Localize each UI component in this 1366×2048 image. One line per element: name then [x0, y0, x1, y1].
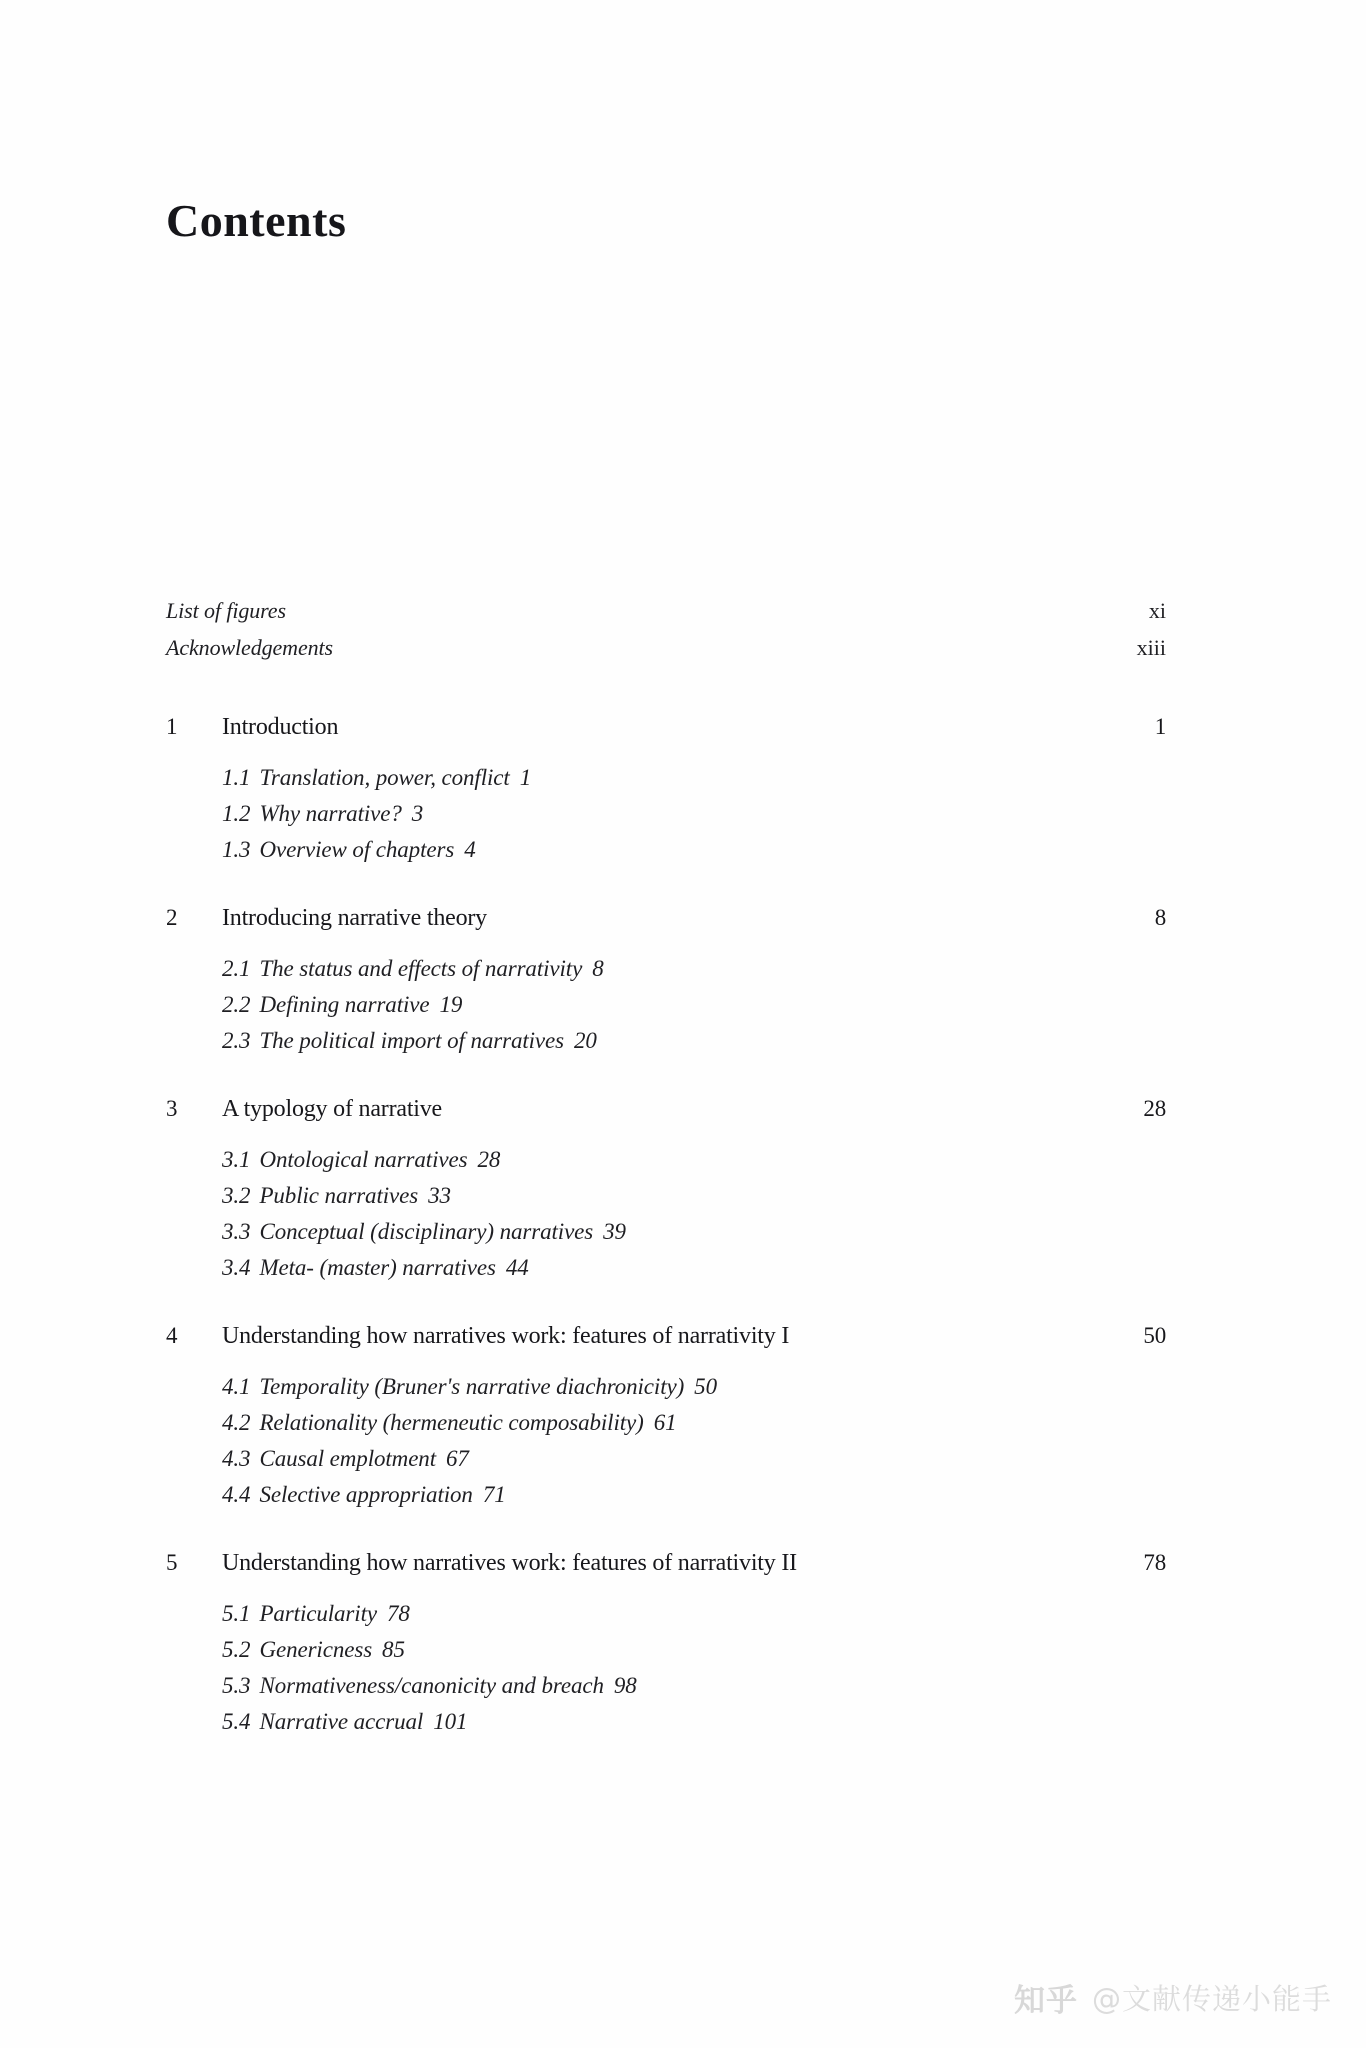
- section-page-number: 71: [482, 1482, 506, 1507]
- front-matter-list: [166, 592, 1166, 666]
- chapter-row[interactable]: [166, 1092, 1166, 1126]
- section-title: Particularity: [259, 1601, 377, 1626]
- chapter-row[interactable]: [166, 1546, 1166, 1580]
- section-row[interactable]: [222, 1405, 1166, 1441]
- chapter-title: Introducing narrative theory: [222, 905, 487, 931]
- section-number: 1.3: [222, 837, 251, 862]
- chapter-row[interactable]: [166, 1319, 1166, 1353]
- section-row[interactable]: [222, 1668, 1166, 1704]
- chapter-page-number: 28: [1143, 1096, 1166, 1121]
- chapter-row[interactable]: [166, 901, 1166, 935]
- section-row[interactable]: [222, 796, 1166, 832]
- section-page-number: 98: [613, 1673, 637, 1698]
- section-title: Overview of chapters: [259, 837, 455, 862]
- front-matter-page-number: xi: [1148, 598, 1166, 623]
- watermark-handle: @文献传递小能手: [1091, 1982, 1332, 2016]
- front-matter-label: List of figures: [166, 598, 286, 623]
- section-row[interactable]: [222, 1142, 1166, 1178]
- section-number: 3.3: [222, 1219, 251, 1244]
- section-row[interactable]: [222, 1214, 1166, 1250]
- section-page-number: 3: [411, 801, 424, 826]
- section-number: 2.1: [222, 956, 251, 981]
- section-row[interactable]: [222, 1477, 1166, 1513]
- section-title: Meta- (master) narratives: [259, 1255, 496, 1280]
- section-number: 4.3: [222, 1446, 251, 1471]
- chapter-title: Understanding how narratives work: features of narrativity I: [222, 1323, 790, 1349]
- section-title: Public narratives: [259, 1183, 419, 1208]
- section-row[interactable]: [222, 987, 1166, 1023]
- section-list: [222, 951, 1166, 1059]
- section-page-number: 78: [386, 1601, 410, 1626]
- section-title: Ontological narratives: [259, 1147, 468, 1172]
- chapter-block: [166, 1546, 1166, 1740]
- section-title: Causal emplotment: [259, 1446, 436, 1471]
- section-number: 3.1: [222, 1147, 251, 1172]
- section-page-number: 50: [694, 1374, 717, 1399]
- section-title: Normativeness/canonicity and breach: [259, 1673, 604, 1698]
- section-list: [222, 1142, 1166, 1286]
- section-page-number: 33: [428, 1183, 451, 1208]
- section-number: 1.2: [222, 801, 251, 826]
- section-row[interactable]: [222, 1369, 1166, 1405]
- chapter-title: A typology of narrative: [222, 1096, 443, 1122]
- chapter-page-number: 78: [1143, 1550, 1166, 1575]
- section-row[interactable]: [222, 1596, 1166, 1632]
- front-matter-page-number: xiii: [1136, 635, 1166, 660]
- chapter-block: [166, 1319, 1166, 1513]
- chapter-number: 1: [166, 714, 178, 739]
- section-number: 3.4: [222, 1255, 251, 1280]
- section-page-number: 4: [464, 837, 476, 862]
- chapter-block: [166, 1092, 1166, 1286]
- section-page-number: 44: [505, 1255, 529, 1280]
- section-row[interactable]: [222, 832, 1166, 868]
- section-row[interactable]: [222, 1178, 1166, 1214]
- toc-content: [166, 592, 1166, 1773]
- section-row[interactable]: [222, 1023, 1166, 1059]
- section-row[interactable]: [222, 1632, 1166, 1668]
- page-title: Contents: [166, 194, 347, 246]
- section-page-number: 67: [446, 1446, 469, 1471]
- chapter-title: Understanding how narratives work: features of narrativity II: [222, 1550, 797, 1576]
- section-page-number: 1: [519, 765, 532, 790]
- section-list: [222, 1369, 1166, 1513]
- section-number: 4.1: [222, 1374, 251, 1399]
- section-title: Why narrative?: [259, 801, 402, 826]
- chapter-number: 3: [166, 1096, 178, 1121]
- section-title: The political import of narratives: [259, 1028, 564, 1053]
- chapter-number: 4: [166, 1323, 178, 1348]
- section-page-number: 28: [477, 1147, 501, 1172]
- section-number: 3.2: [222, 1183, 251, 1208]
- section-page-number: 101: [433, 1709, 468, 1734]
- section-page-number: 19: [439, 992, 463, 1017]
- section-row[interactable]: [222, 951, 1166, 987]
- section-page-number: 61: [653, 1410, 677, 1435]
- front-matter-row[interactable]: [166, 592, 1166, 629]
- front-matter-row[interactable]: [166, 629, 1166, 666]
- section-number: 4.4: [222, 1482, 251, 1507]
- section-number: 1.1: [222, 765, 251, 790]
- section-title: Narrative accrual: [259, 1709, 424, 1734]
- chapter-page-number: 1: [1154, 714, 1166, 739]
- section-page-number: 85: [382, 1637, 405, 1662]
- chapter-page-number: 8: [1154, 905, 1166, 930]
- section-number: 5.3: [222, 1673, 251, 1698]
- section-title: Defining narrative: [259, 992, 430, 1017]
- section-row[interactable]: [222, 760, 1166, 796]
- section-row[interactable]: [222, 1250, 1166, 1286]
- section-title: Relationality (hermeneutic composability): [259, 1410, 644, 1435]
- chapter-block: [166, 710, 1166, 868]
- section-title: Genericness: [259, 1637, 373, 1662]
- section-title: Translation, power, conflict: [259, 765, 510, 790]
- chapter-block: [166, 901, 1166, 1059]
- section-list: [222, 760, 1166, 868]
- section-number: 4.2: [222, 1410, 251, 1435]
- chapter-list: [166, 710, 1166, 1740]
- section-page-number: 20: [574, 1028, 597, 1053]
- section-number: 5.4: [222, 1709, 251, 1734]
- section-title: Conceptual (disciplinary) narratives: [259, 1219, 594, 1244]
- section-title: The status and effects of narrativity: [259, 956, 583, 981]
- section-title: Temporality (Bruner's narrative diachronicity): [259, 1374, 685, 1399]
- chapter-number: 2: [166, 905, 178, 930]
- chapter-page-number: 50: [1143, 1323, 1166, 1348]
- section-number: 2.2: [222, 992, 251, 1017]
- section-title: Selective appropriation: [259, 1482, 473, 1507]
- watermark: [1014, 1975, 1332, 2020]
- section-row[interactable]: [222, 1704, 1166, 1740]
- section-row[interactable]: [222, 1441, 1166, 1477]
- section-page-number: 39: [603, 1219, 626, 1244]
- front-matter-label: Acknowledgements: [166, 635, 334, 660]
- chapter-row[interactable]: [166, 710, 1166, 744]
- section-list: [222, 1596, 1166, 1740]
- chapter-number: 5: [166, 1550, 178, 1575]
- zhihu-logo: 知乎: [1013, 1983, 1078, 2019]
- section-number: 5.1: [222, 1601, 251, 1626]
- section-number: 2.3: [222, 1028, 251, 1053]
- chapter-title: Introduction: [222, 714, 339, 740]
- section-page-number: 8: [592, 956, 604, 981]
- section-number: 5.2: [222, 1637, 251, 1662]
